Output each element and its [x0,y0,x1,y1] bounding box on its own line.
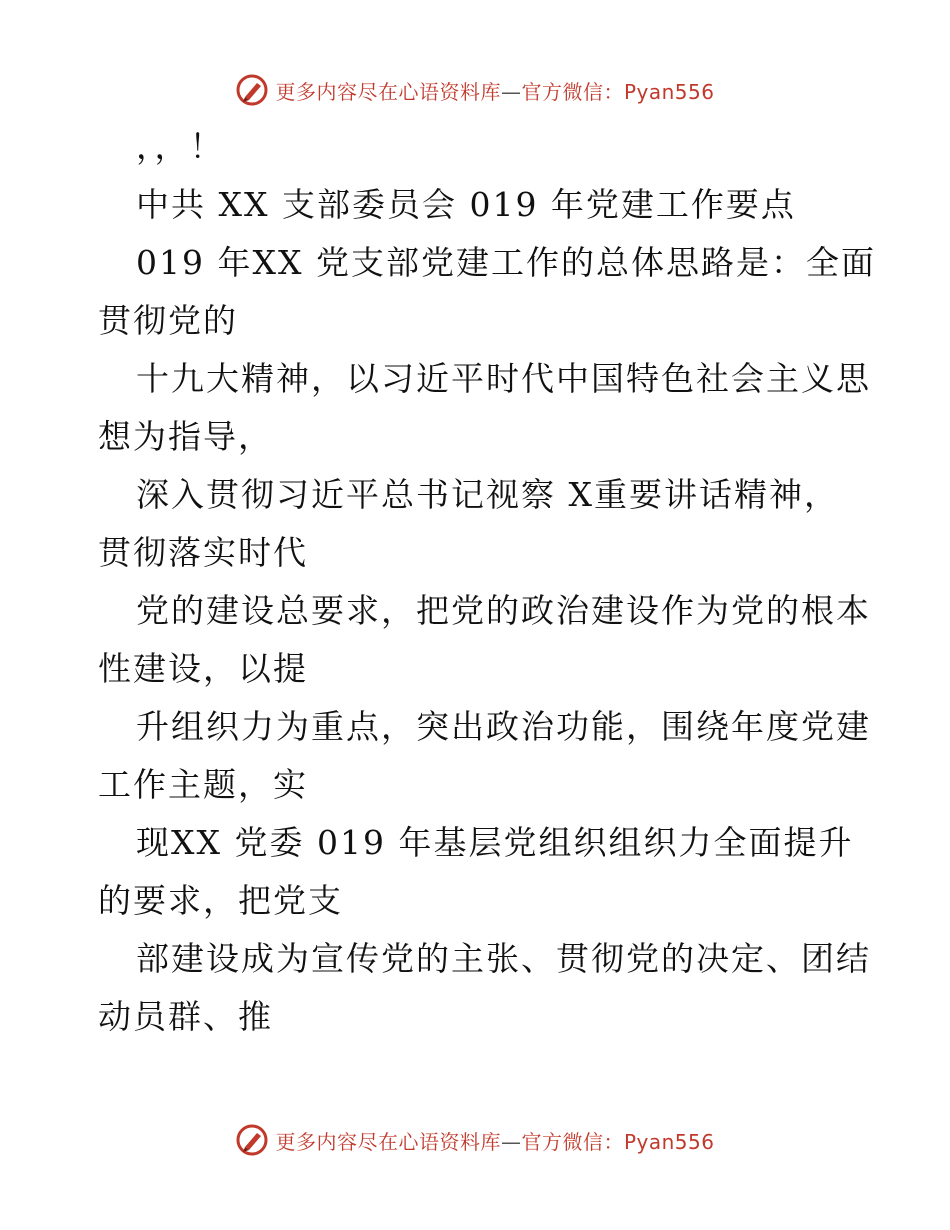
text-line: 的要求，把党支 [98,881,343,920]
text-line: 贯彻党的 [98,301,238,340]
text-line: 深入贯彻习近平总书记视察 X重要讲话精神， [136,475,839,514]
text-line: 动员群、推 [98,997,273,1036]
banner-text: 更多内容尽在心语资料库—官方微信：Pyan556 [275,79,715,104]
text-line: 工作主题，实 [98,765,308,804]
text-line: 性建设，以提 [98,649,308,688]
text-line: 现XX 党委 019 年基层党组织组织力全面提升 [136,823,854,862]
text-line: 党的建设总要求，把党的政治建设作为党的根本 [136,591,871,630]
text-line: 想为指导， [98,417,273,456]
text-line: 贯彻落实时代 [98,533,308,572]
text-line: 十九大精神，以习近平时代中国特色社会主义思 [136,359,871,398]
text-line: ，，！ [136,127,225,166]
pen-logo-icon [235,1123,269,1157]
text-line: 019 年XX 党支部党建工作的总体思路是：全面 [136,243,876,282]
footer-banner [0,1120,950,1160]
text-line: 部建设成为宣传党的主张、贯彻党的决定、团结 [136,939,871,978]
header-banner [0,70,950,110]
document-body [98,118,876,1046]
text-line: 中共 XX 支部委员会 019 年党建工作要点 [136,185,796,224]
banner-text: 更多内容尽在心语资料库—官方微信：Pyan556 [275,1129,715,1154]
pen-logo-icon [235,73,269,107]
text-line: 升组织力为重点，突出政治功能，围绕年度党建 [136,707,871,746]
